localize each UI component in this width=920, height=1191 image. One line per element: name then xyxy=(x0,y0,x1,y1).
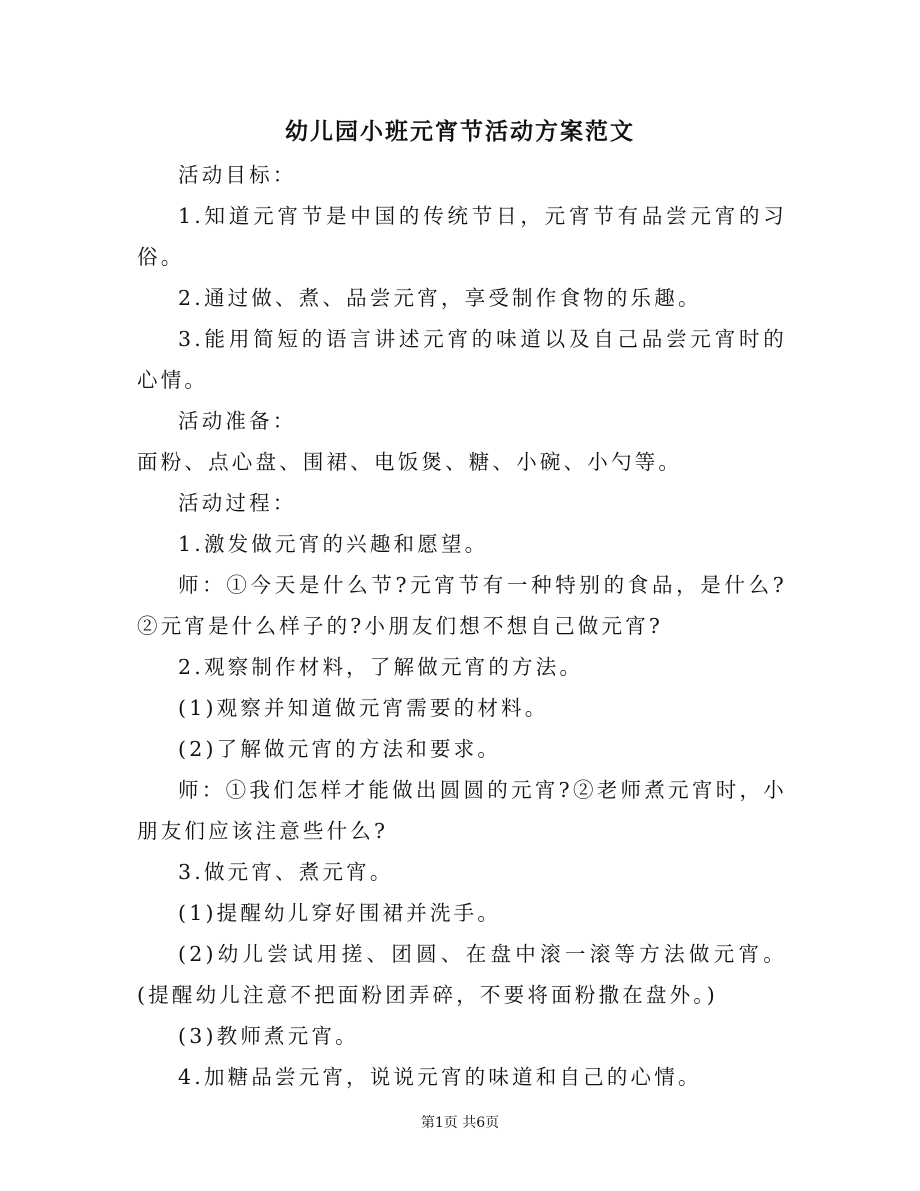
paragraph: 1.激发做元宵的兴趣和愿望。 xyxy=(178,532,489,556)
paragraph: 2.通过做、煮、品尝元宵，享受制作食物的乐趣。 xyxy=(178,286,702,310)
paragraph: 4.加糖品尝元宵，说说元宵的味道和自己的心情。 xyxy=(178,1065,702,1089)
paragraph: 师：①今天是什么节?元宵节有一种特别的食品，是什么?②元宵是什么样子的?小朋友们想不想自己做元宵? xyxy=(137,573,787,638)
paragraph: (1)提醒幼儿穿好围裙并洗手。 xyxy=(178,901,502,925)
paragraph: (2)了解做元宵的方法和要求。 xyxy=(178,737,502,761)
paragraph: 面粉、点心盘、围裙、电饭煲、糖、小碗、小勺等。 xyxy=(137,450,683,474)
page-number: 第1页 共6页 xyxy=(420,1115,500,1131)
paragraph: 2.观察制作材料，了解做元宵的方法。 xyxy=(178,655,584,679)
section-heading-process: 活动过程： xyxy=(178,491,297,515)
document-title: 幼儿园小班元宵节活动方案范文 xyxy=(285,118,635,145)
paragraph: 3.做元宵、煮元宵。 xyxy=(178,860,394,884)
paragraph: (1)观察并知道做元宵需要的材料。 xyxy=(178,696,549,720)
section-heading-goals: 活动目标： xyxy=(178,163,297,187)
paragraph: 1.知道元宵节是中国的传统节日，元宵节有品尝元宵的习俗。 xyxy=(137,204,787,269)
paragraph: 师：①我们怎样才能做出圆圆的元宵?②老师煮元宵时，小朋友们应该注意些什么? xyxy=(137,778,787,843)
paragraph: (2)幼儿尝试用搓、团圆、在盘中滚一滚等方法做元宵。(提醒幼儿注意不把面粉团弄碎，不要将面粉撒在盘外。) xyxy=(137,942,787,1007)
document-body xyxy=(137,155,787,1098)
section-heading-preparation: 活动准备： xyxy=(178,409,297,433)
paragraph: 3.能用简短的语言讲述元宵的味道以及自己品尝元宵时的心情。 xyxy=(137,327,787,392)
paragraph: (3)教师煮元宵。 xyxy=(178,1024,359,1048)
